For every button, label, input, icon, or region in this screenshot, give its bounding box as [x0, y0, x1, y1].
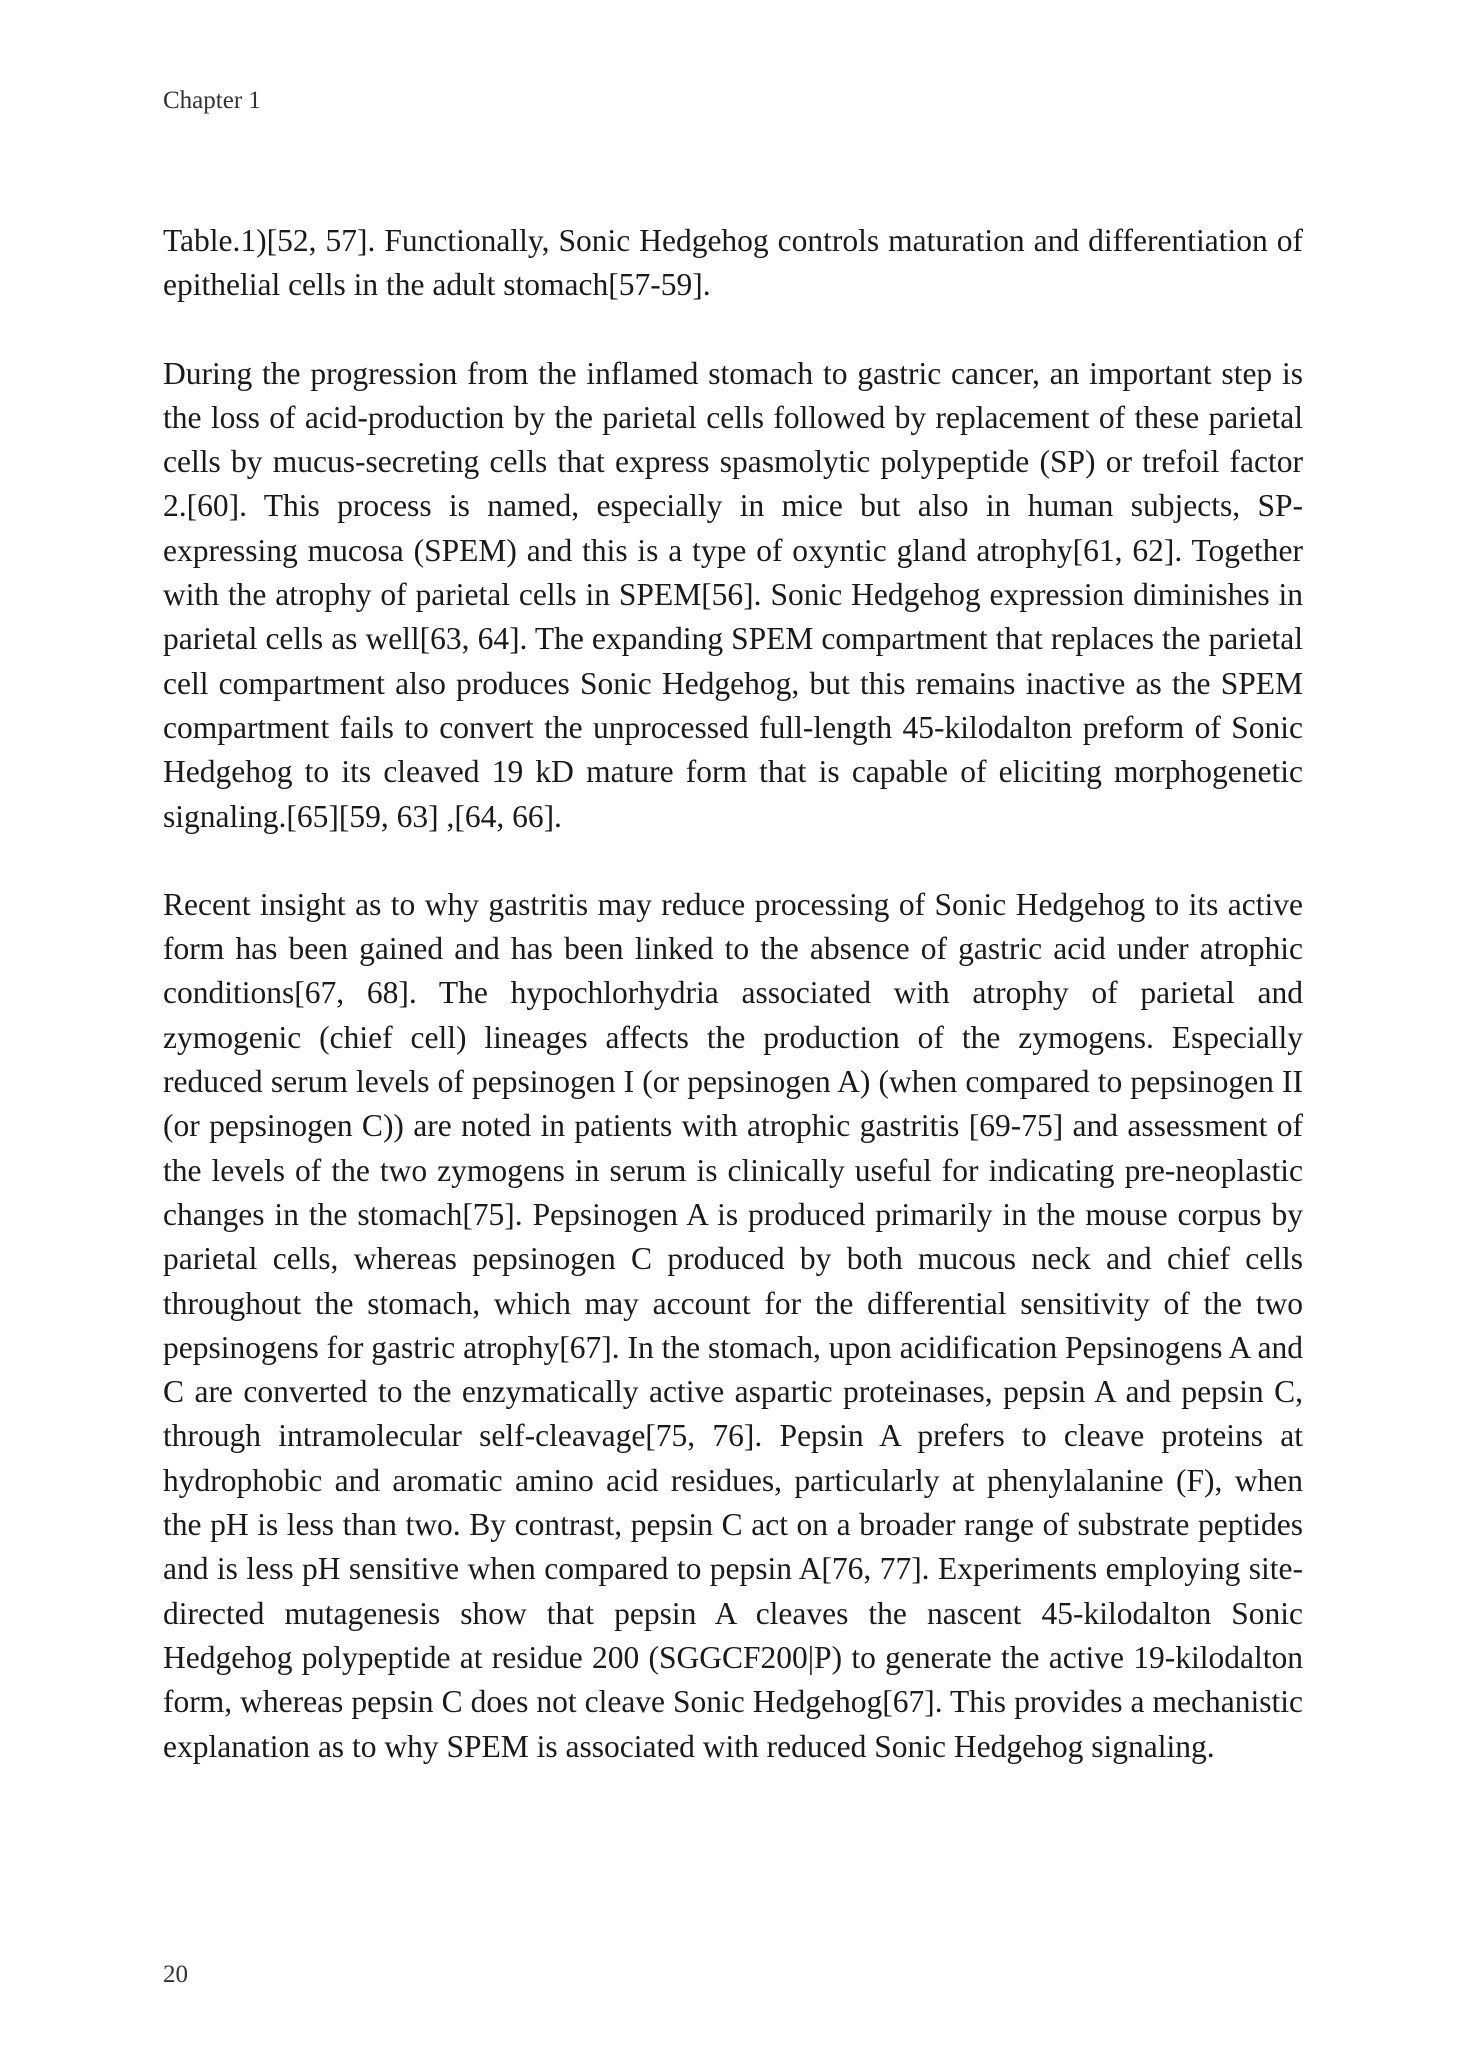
- paragraph-spem-progression: During the progression from the inflamed stomach to gastric cancer, an important step is the loss of acid-production by the parietal cells followed by replacement of these parietal cells by mucus-secreting cells that express spasmolytic polypeptide (SP) or trefoil factor 2.[60]. This process is named, especially in mice but also in human subjects, SP-expressing mucosa (SPEM) and this is a type of oxyntic gland atrophy[61, 62]. Together with the atrophy of parietal cells in SPEM[56]. Sonic Hedgehog expression diminishes in parietal cells as well[63, 64]. The expanding SPEM compartment that replaces the parietal cell compartment also produces Sonic Hedgehog, but this remains inactive as the SPEM compartment fails to convert the unprocessed full-length 45-kilodalton preform of Sonic Hedgehog to its cleaved 19 kD mature form that is capable of eliciting morphogenetic signaling.[65][59, 63] ,[64, 66].: [163, 355, 1303, 834]
- body-text: [163, 219, 1303, 1769]
- paragraph-pepsin-processing: Recent insight as to why gastritis may reduce processing of Sonic Hedgehog to its active form has been gained and has been linked to the absence of gastric acid under atrophic conditions[67, 68]. The hypochlorhydria associated with atrophy of parietal and zymogenic (chief cell) lineages affects the production of the zymogens. Especially reduced serum levels of pepsinogen I (or pepsinogen A) (when compared to pepsinogen II (or pepsinogen C)) are noted in patients with atrophic gastritis [69-75] and assessment of the levels of the two zymogens in serum is clinically useful for indicating pre-neoplastic changes in the stomach[75]. Pepsinogen A is produced primarily in the mouse corpus by parietal cells, whereas pepsinogen C produced by both mucous neck and chief cells throughout the stomach, which may account for the differential sensitivity of the two pepsinogens for gastric atrophy[67]. In the stomach, upon acidification Pepsinogens A and C are converted to the enzymatically active aspartic proteinases, pepsin A and pepsin C, through intramolecular self-cleavage[75, 76]. Pepsin A prefers to cleave proteins at hydrophobic and aromatic amino acid residues, particularly at phenylalanine (F), when the pH is less than two. By contrast, pepsin C act on a broader range of substrate peptides and is less pH sensitive when compared to pepsin A[76, 77]. Experiments employing site-directed mutagenesis show that pepsin A cleaves the nascent 45-kilodalton Sonic Hedgehog polypeptide at residue 200 (SGGCF200|P) to generate the active 19-kilodalton form, whereas pepsin C does not cleave Sonic Hedgehog[67]. This provides a mechanistic explanation as to why SPEM is associated with reduced Sonic Hedgehog signaling.: [163, 886, 1303, 1764]
- running-header: Chapter 1: [163, 87, 261, 114]
- paragraph-sonic-hedgehog-function: Table.1)[52, 57]. Functionally, Sonic Hedgehog controls maturation and differentiation of epithelial cells in the adult stomach[57-59].: [163, 223, 1303, 303]
- page-number: 20: [163, 1961, 188, 1988]
